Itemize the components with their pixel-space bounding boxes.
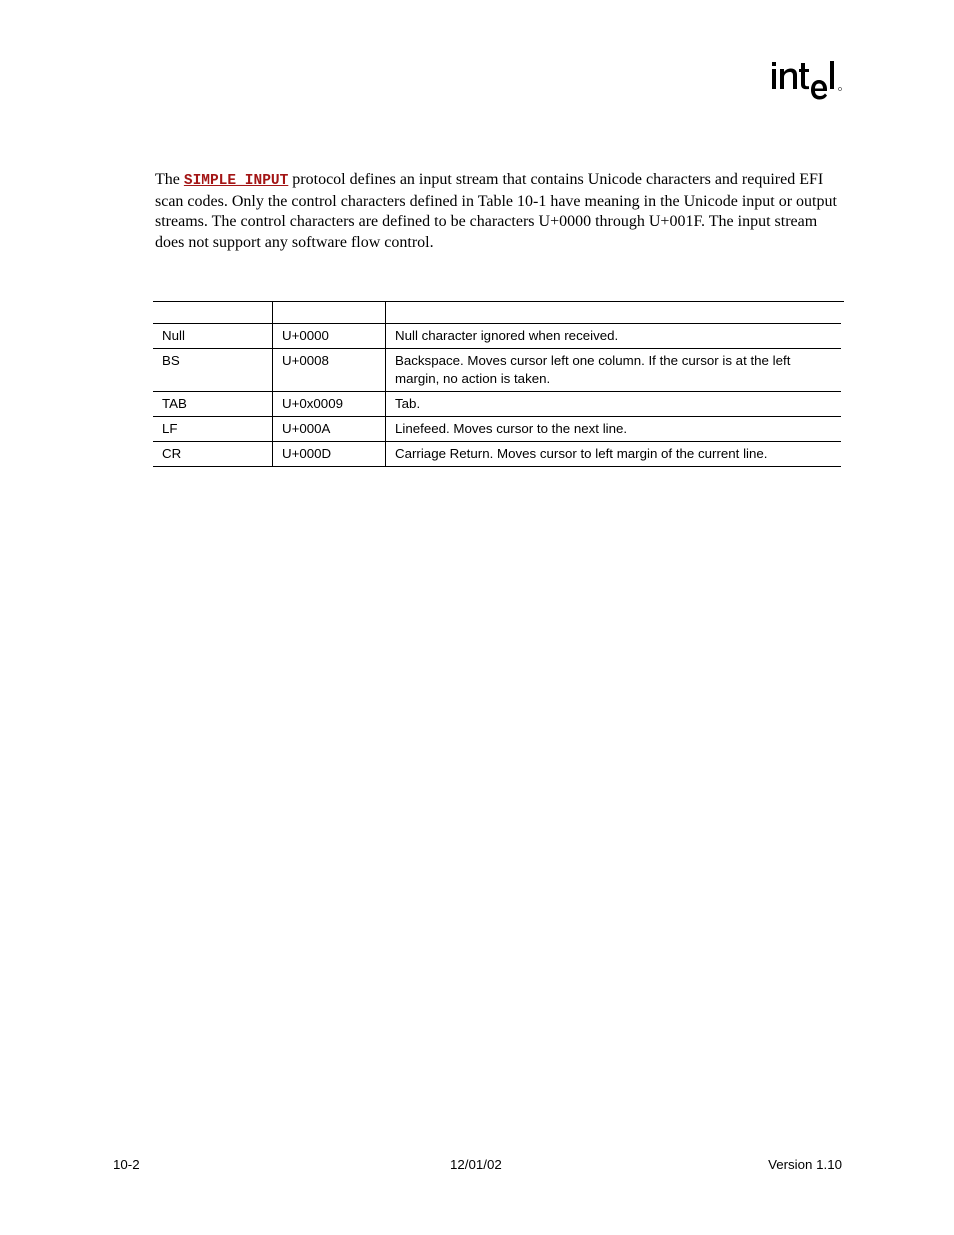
table-row — [153, 324, 841, 349]
header-cell-unicode — [273, 302, 386, 324]
mnemonic-cell: TAB — [153, 392, 273, 417]
description-cell: Backspace. Moves cursor left one column. If the cursor is at the left margin, no action is taken. — [386, 349, 842, 392]
mnemonic-cell: LF — [153, 417, 273, 442]
control-characters-table — [153, 301, 845, 467]
unicode-cell: U+000D — [273, 442, 386, 467]
mnemonic-cell: CR — [153, 442, 273, 467]
footer-date: 12/01/02 — [450, 1157, 502, 1172]
footer-page-number: 10-2 — [113, 1157, 140, 1172]
table-row — [153, 442, 841, 467]
unicode-cell: U+0000 — [273, 324, 386, 349]
unicode-cell: U+000A — [273, 417, 386, 442]
intel-logo-icon — [770, 58, 846, 104]
description-cell: Carriage Return. Moves cursor to left margin of the current line. — [386, 442, 842, 467]
description-cell: Linefeed. Moves cursor to the next line. — [386, 417, 842, 442]
table-row — [153, 417, 841, 442]
description-cell: Null character ignored when received. — [386, 324, 842, 349]
unicode-cell: U+0x0009 — [273, 392, 386, 417]
simple-input-link[interactable]: SIMPLE_INPUT — [183, 173, 289, 189]
intro-prefix: The — [155, 171, 184, 188]
footer-version: Version 1.10 — [768, 1157, 842, 1172]
table-header-row — [153, 302, 841, 324]
table-row — [153, 349, 841, 392]
unicode-cell: U+0008 — [273, 349, 386, 392]
mnemonic-cell: Null — [153, 324, 273, 349]
description-cell: Tab. — [386, 392, 842, 417]
intro-paragraph — [155, 170, 845, 253]
header-cell-mnemonic — [153, 302, 273, 324]
intro-body: protocol defines an input stream that contains Unicode characters and required EFI scan codes. Only the control characters defined in Table 10-1 have meaning in the Unicode input or output streams. The control characters are defined to be characters U+0000 through U+001F. The input stream does not support any software flow control. — [155, 171, 837, 251]
table-row — [153, 392, 841, 417]
header-cell-description — [386, 302, 842, 324]
mnemonic-cell: BS — [153, 349, 273, 392]
